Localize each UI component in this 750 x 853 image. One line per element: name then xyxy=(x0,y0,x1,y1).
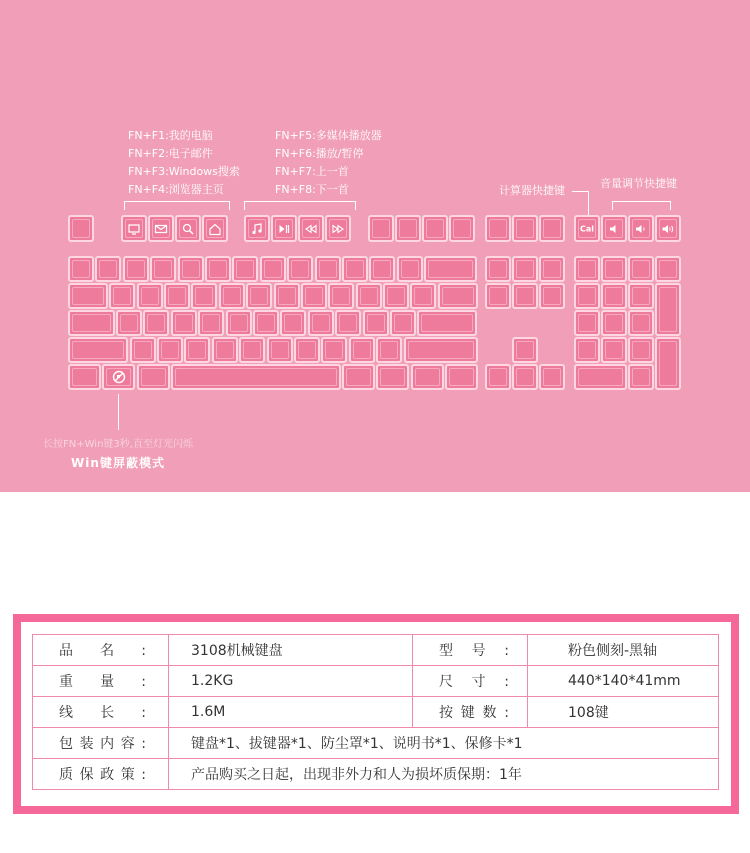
keyboard-key xyxy=(301,283,327,309)
key-f5 xyxy=(244,215,270,242)
keyboard-key xyxy=(68,364,101,390)
keyboard-key xyxy=(68,256,94,282)
keyboard-key xyxy=(383,283,409,309)
fn-f5-label: FN+F5:多媒体播放器 xyxy=(275,129,382,142)
key-numpad xyxy=(574,283,600,309)
volume-up-icon xyxy=(661,222,675,236)
spec-value-size: 440*140*41mm xyxy=(528,666,719,697)
keyboard-key xyxy=(438,283,478,309)
keyboard-key xyxy=(376,337,402,363)
browser-home-icon xyxy=(208,222,222,236)
fn-f2-label: FN+F2:电子邮件 xyxy=(128,147,213,160)
key-f7 xyxy=(298,215,324,242)
spec-table-inner xyxy=(21,622,731,806)
key-arrow xyxy=(485,364,511,390)
keyboard-key xyxy=(157,337,183,363)
key-nav xyxy=(512,256,538,282)
fn-f4-label: FN+F4:浏览器主页 xyxy=(128,183,224,196)
keyboard-key xyxy=(404,337,478,363)
key-numpad xyxy=(601,310,627,336)
key-calculator xyxy=(574,215,600,242)
keyboard-key xyxy=(226,310,252,336)
keyboard-key xyxy=(232,256,258,282)
key-system-1 xyxy=(512,215,538,242)
spec-value-model: 粉色侧刻-黑轴 xyxy=(528,635,719,666)
keyboard-key xyxy=(363,310,389,336)
keyboard-key xyxy=(356,283,382,309)
key-nav xyxy=(539,283,565,309)
keyboard-key xyxy=(308,310,334,336)
key-volume-down xyxy=(628,215,654,242)
keyboard-key xyxy=(280,310,306,336)
my-computer-icon xyxy=(127,222,141,236)
spec-label-weight: 重量: xyxy=(33,666,169,697)
spec-label-package: 包装内容: xyxy=(33,728,169,759)
table-row xyxy=(33,697,719,728)
spec-value-key-count: 108键 xyxy=(528,697,719,728)
key-nav xyxy=(512,283,538,309)
keyboard-key xyxy=(150,256,176,282)
fn-f1-label: FN+F1:我的电脑 xyxy=(128,129,213,142)
keyboard-key xyxy=(130,337,156,363)
keyboard-key xyxy=(417,310,477,336)
keyboard-key xyxy=(123,256,149,282)
keyboard-key xyxy=(171,310,197,336)
keyboard-key xyxy=(198,310,224,336)
key-volume-up xyxy=(655,215,681,242)
key-f10 xyxy=(395,215,421,242)
key-numpad-plus xyxy=(655,283,681,336)
spec-table-frame xyxy=(13,614,739,814)
keyboard-key xyxy=(369,256,395,282)
key-numpad xyxy=(574,256,600,282)
key-nav xyxy=(485,256,511,282)
spec-value-cable: 1.6M xyxy=(169,697,413,728)
keyboard-key xyxy=(109,283,135,309)
keyboard-key xyxy=(321,337,347,363)
key-arrow xyxy=(539,364,565,390)
keyboard-key xyxy=(191,283,217,309)
spec-value-warranty: 产品购买之日起，出现非外力和人为损坏质保期：1年 xyxy=(169,759,719,790)
volume-keys-annotation: 音量调节快捷键 xyxy=(600,177,677,190)
key-esc xyxy=(68,215,94,242)
calculator-key-annotation: 计算器快捷键 xyxy=(499,184,565,197)
key-f6 xyxy=(271,215,297,242)
key-volume-mute xyxy=(601,215,627,242)
spec-label-cable: 线长: xyxy=(33,697,169,728)
key-numpad xyxy=(574,310,600,336)
previous-track-icon xyxy=(304,222,318,236)
keyboard-key xyxy=(410,283,436,309)
keyboard-key xyxy=(95,256,121,282)
keyboard-key xyxy=(239,337,265,363)
keyboard-key xyxy=(68,283,108,309)
key-system-2 xyxy=(539,215,565,242)
search-icon xyxy=(181,222,195,236)
keyboard-key xyxy=(178,256,204,282)
table-row xyxy=(33,666,719,697)
key-numpad xyxy=(601,256,627,282)
calculator-key-label: Cal xyxy=(579,224,594,233)
keyboard-key xyxy=(219,283,245,309)
keyboard-key xyxy=(397,256,423,282)
keyboard-key xyxy=(164,283,190,309)
keyboard-key xyxy=(328,283,354,309)
keyboard-key xyxy=(445,364,478,390)
key-numpad xyxy=(628,310,654,336)
key-f2 xyxy=(148,215,174,242)
key-numpad xyxy=(655,256,681,282)
key-numpad xyxy=(574,337,600,363)
key-numpad xyxy=(628,256,654,282)
next-track-icon xyxy=(331,222,345,236)
keyboard-key xyxy=(171,364,341,390)
fn-f6-label: FN+F6:播放/暂停 xyxy=(275,147,364,160)
key-f3 xyxy=(175,215,201,242)
keyboard-key xyxy=(184,337,210,363)
spec-label-key-count: 按键数: xyxy=(413,697,528,728)
keyboard-key xyxy=(205,256,231,282)
keyboard-key xyxy=(253,310,279,336)
key-system-0 xyxy=(485,215,511,242)
table-row xyxy=(33,759,719,790)
keyboard-key xyxy=(315,256,341,282)
key-f11 xyxy=(422,215,448,242)
key-nav xyxy=(485,283,511,309)
keyboard-key xyxy=(349,337,375,363)
keyboard-key xyxy=(143,310,169,336)
keyboard-key xyxy=(212,337,238,363)
spec-label-name: 品名: xyxy=(33,635,169,666)
key-numpad xyxy=(601,283,627,309)
keyboard-key xyxy=(68,310,115,336)
key-f1 xyxy=(121,215,147,242)
keyboard-key xyxy=(287,256,313,282)
keyboard-key xyxy=(246,283,272,309)
key-numpad-0 xyxy=(574,364,627,390)
spec-value-weight: 1.2KG xyxy=(169,666,413,697)
fn-f8-label: FN+F8:下一首 xyxy=(275,183,349,196)
spec-label-size: 尺寸: xyxy=(413,666,528,697)
keyboard-key xyxy=(390,310,416,336)
win-lock-hint: 长按FN+Win键3秒,直至灯光闪烁 xyxy=(43,439,193,450)
spec-label-model: 型号: xyxy=(413,635,528,666)
key-nav xyxy=(539,256,565,282)
key-numpad xyxy=(601,337,627,363)
key-f12 xyxy=(449,215,475,242)
play-pause-icon xyxy=(277,222,291,236)
win-lock-icon xyxy=(112,370,126,384)
music-player-icon xyxy=(250,222,264,236)
keyboard-key xyxy=(342,256,368,282)
keyboard-key xyxy=(137,364,170,390)
spec-value-package: 键盘*1、拔键器*1、防尘罩*1、说明书*1、保修卡*1 xyxy=(169,728,719,759)
fn-f3-label: FN+F3:Windows搜索 xyxy=(128,165,240,178)
key-numpad xyxy=(628,283,654,309)
keyboard-key xyxy=(267,337,293,363)
keyboard-key xyxy=(274,283,300,309)
keyboard-key xyxy=(116,310,142,336)
keyboard-key xyxy=(68,337,128,363)
key-numpad-dot xyxy=(628,364,654,390)
keyboard-key xyxy=(411,364,444,390)
volume-down-icon xyxy=(634,222,648,236)
keyboard-key xyxy=(376,364,409,390)
table-row xyxy=(33,728,719,759)
mail-icon xyxy=(154,222,168,236)
keyboard-key xyxy=(294,337,320,363)
keyboard-key xyxy=(424,256,477,282)
key-win xyxy=(102,364,135,390)
key-f8 xyxy=(325,215,351,242)
key-numpad-enter xyxy=(655,337,681,390)
table-row xyxy=(33,635,719,666)
volume-mute-icon xyxy=(607,222,621,236)
key-arrow-up xyxy=(512,337,538,363)
key-f4 xyxy=(202,215,228,242)
spec-value-name: 3108机械键盘 xyxy=(169,635,413,666)
win-lock-mode-title: Win键屏蔽模式 xyxy=(71,456,165,470)
keyboard-key xyxy=(342,364,375,390)
key-arrow xyxy=(512,364,538,390)
keyboard-key xyxy=(335,310,361,336)
spec-table xyxy=(32,634,719,790)
fn-f7-label: FN+F7:上一首 xyxy=(275,165,349,178)
keyboard-key xyxy=(260,256,286,282)
keyboard-key xyxy=(137,283,163,309)
key-numpad xyxy=(628,337,654,363)
key-f9 xyxy=(368,215,394,242)
spec-label-warranty: 质保政策: xyxy=(33,759,169,790)
